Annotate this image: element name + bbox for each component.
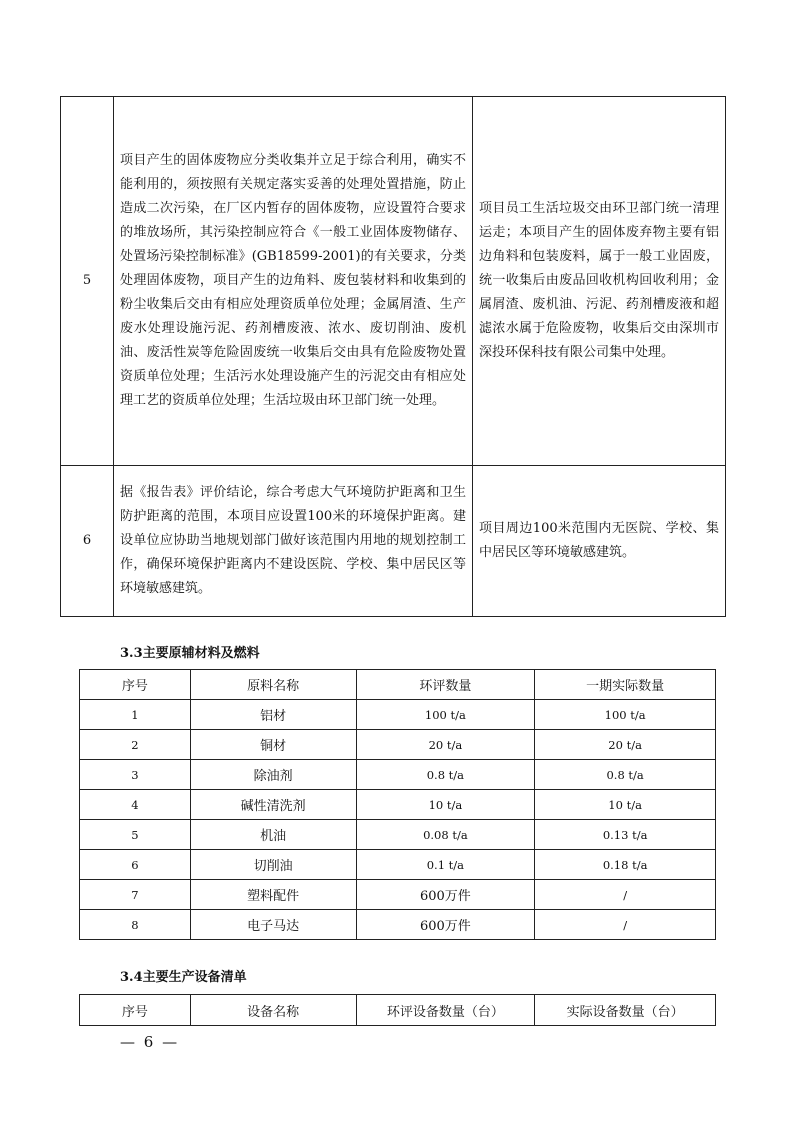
table-row: [61, 466, 726, 617]
table-cell: /: [535, 880, 716, 910]
table-cell: 5: [80, 820, 191, 850]
equipment-table: [79, 994, 716, 1026]
table-cell: 8: [80, 910, 191, 940]
table-row: [61, 97, 726, 466]
table-cell: 600万件: [356, 910, 535, 940]
column-header: 实际设备数量（台）: [535, 995, 716, 1026]
table-row: [80, 790, 716, 820]
table-row: [80, 700, 716, 730]
table-cell: 10 t/a: [356, 790, 535, 820]
column-header: 环评设备数量（台）: [356, 995, 535, 1026]
table-cell: 6: [80, 850, 191, 880]
materials-table: [79, 669, 716, 940]
column-header: 序号: [80, 995, 191, 1026]
table-cell: 0.13 t/a: [535, 820, 716, 850]
table-cell: 铝材: [190, 700, 356, 730]
table-cell: 100 t/a: [356, 700, 535, 730]
column-header: 原料名称: [190, 670, 356, 700]
table-cell: 1: [80, 700, 191, 730]
table-cell: 20 t/a: [535, 730, 716, 760]
row-number: 5: [61, 97, 114, 466]
table-cell: 3: [80, 760, 191, 790]
table-cell: 0.1 t/a: [356, 850, 535, 880]
table-cell: 电子马达: [190, 910, 356, 940]
table-row: [80, 880, 716, 910]
implementation-cell: 项目周边100米范围内无医院、学校、集中居民区等环境敏感建筑。: [473, 466, 726, 617]
table-cell: 机油: [190, 820, 356, 850]
table-cell: 铜材: [190, 730, 356, 760]
table-header-row: [80, 670, 716, 700]
table-cell: 600万件: [356, 880, 535, 910]
requirement-cell: 项目产生的固体废物应分类收集并立足于综合利用，确实不能利用的，须按照有关规定落实妥善的处理处置措施，防止造成二次污染，在厂区内暂存的固体废物，应设置符合要求的堆放场所，其污染控制应符合《一般工业固体废物储存、处置场污染控制标准》(GB18599-2001)的有关要求，分类处理固体废物，项目产生的边角料、废包装材料和收集到的粉尘收集后交由有相应处理资质单位处理；金属屑渣、生产废水处理设施污泥、药剂槽废液、浓水、废切削油、废机油、废活性炭等危险固废统一收集后交由具有危险废物处置资质单位处理；生活污水处理设施产生的污泥交由有相应处理工艺的资质单位处理；生活垃圾由环卫部门统一处理。: [114, 97, 473, 466]
table-row: [80, 910, 716, 940]
column-header: 序号: [80, 670, 191, 700]
table-cell: 碱性清洗剂: [190, 790, 356, 820]
requirements-table: [60, 96, 726, 617]
section-title-equipment: 3.4主要生产设备清单: [120, 970, 247, 985]
section-title-materials: 3.3主要原辅材料及燃料: [120, 646, 260, 661]
table-cell: 0.8 t/a: [535, 760, 716, 790]
table-cell: 7: [80, 880, 191, 910]
table-cell: /: [535, 910, 716, 940]
page-number: — 6 —: [120, 1033, 180, 1051]
table-cell: 0.8 t/a: [356, 760, 535, 790]
implementation-cell: 项目员工生活垃圾交由环卫部门统一清理运走；本项目产生的固体废弃物主要有铝边角料和包装废料，属于一般工业固废，统一收集后由废品回收机构回收利用；金属屑渣、废机油、污泥、药剂槽废液和超滤浓水属于危险废物，收集后交由深圳市深投环保科技有限公司集中处理。: [473, 97, 726, 466]
row-number: 6: [61, 466, 114, 617]
requirement-cell: 据《报告表》评价结论，综合考虑大气环境防护距离和卫生防护距离的范围，本项目应设置100米的环境保护距离。建设单位应协助当地规划部门做好该范围内用地的规划控制工作，确保环境保护距离内不建设医院、学校、集中居民区等环境敏感建筑。: [114, 466, 473, 617]
table-cell: 0.08 t/a: [356, 820, 535, 850]
table-row: [80, 820, 716, 850]
table-row: [80, 760, 716, 790]
table-cell: 2: [80, 730, 191, 760]
table-cell: 除油剂: [190, 760, 356, 790]
table-cell: 切削油: [190, 850, 356, 880]
column-header: 设备名称: [190, 995, 356, 1026]
table-cell: 0.18 t/a: [535, 850, 716, 880]
table-row: [80, 850, 716, 880]
table-cell: 塑料配件: [190, 880, 356, 910]
table-header-row: [80, 995, 716, 1026]
table-cell: 20 t/a: [356, 730, 535, 760]
column-header: 环评数量: [356, 670, 535, 700]
table-cell: 100 t/a: [535, 700, 716, 730]
table-cell: 4: [80, 790, 191, 820]
table-row: [80, 730, 716, 760]
column-header: 一期实际数量: [535, 670, 716, 700]
table-cell: 10 t/a: [535, 790, 716, 820]
